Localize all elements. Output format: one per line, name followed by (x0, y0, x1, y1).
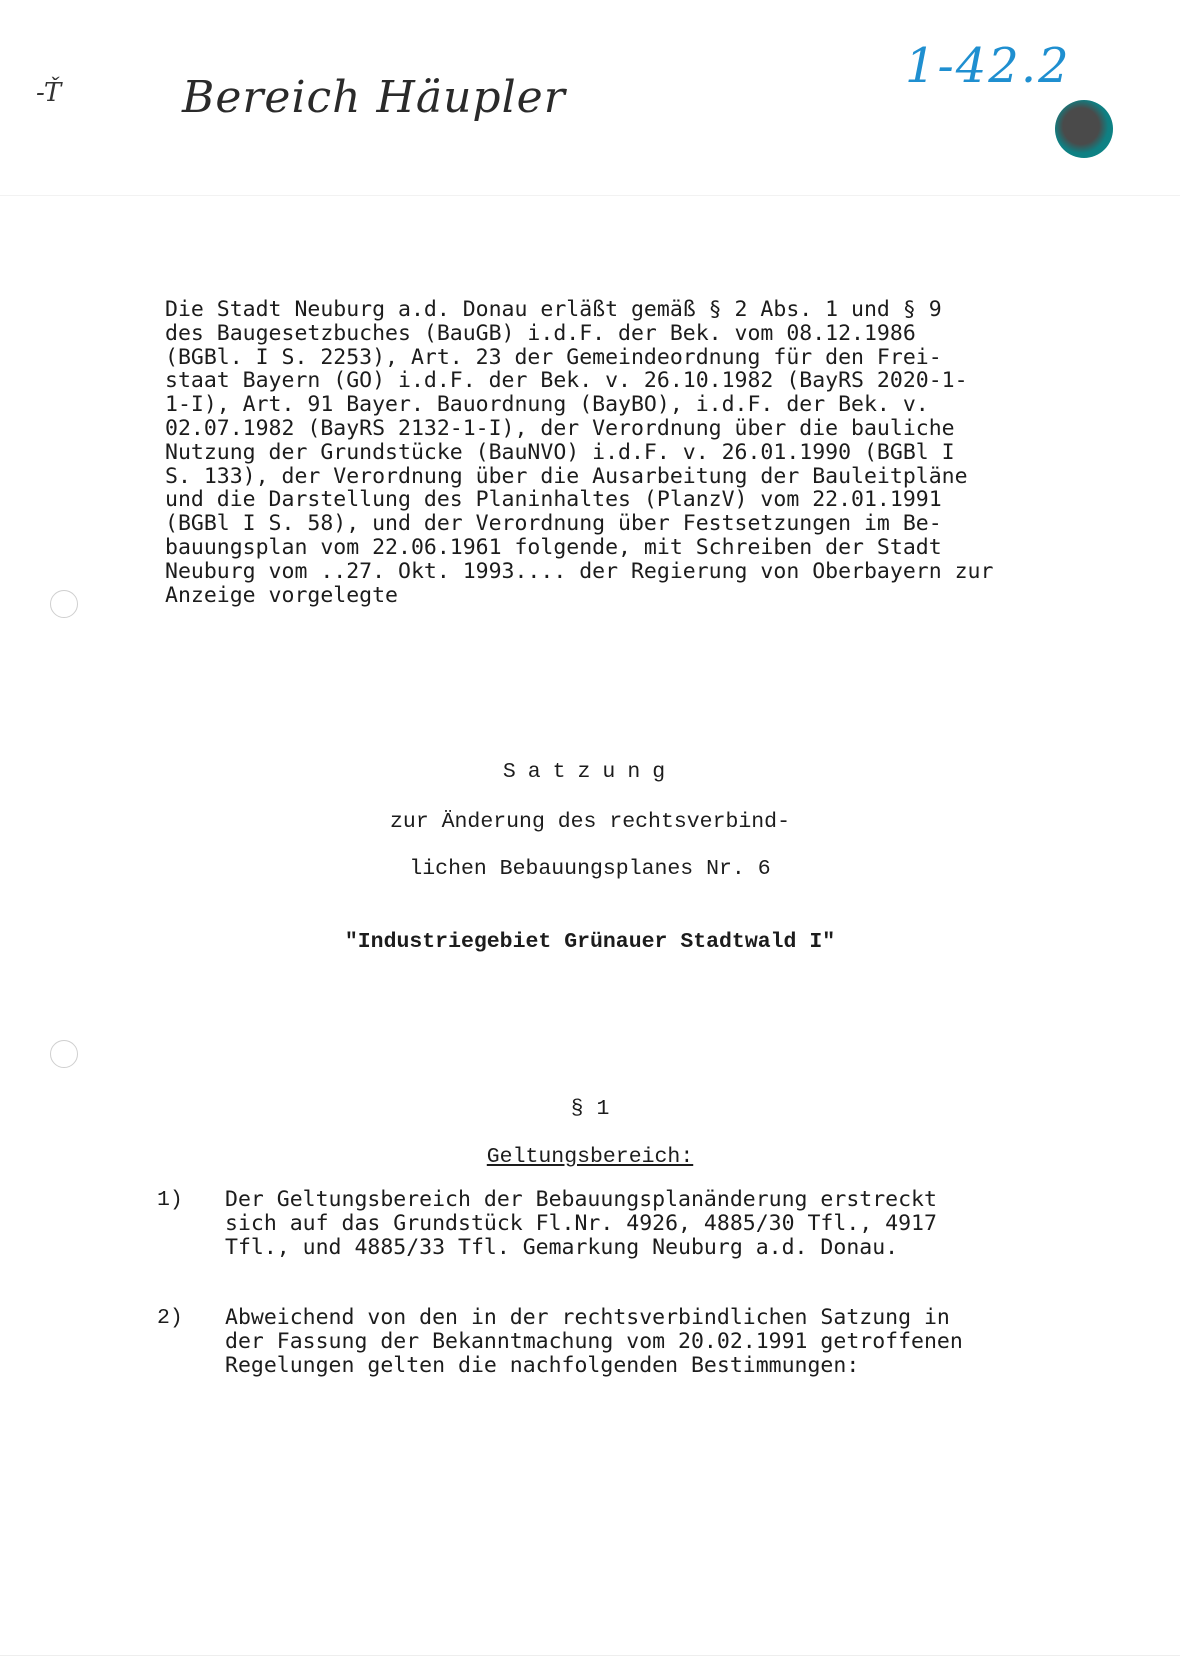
document-subtitle-line2: lichen Bebauungsplanes Nr. 6 (409, 857, 771, 881)
list-item-number: 1) (157, 1188, 183, 1212)
list-item (157, 1188, 1057, 1268)
list-item-text: Der Geltungsbereich der Bebauungsplanänderung erstreckt sich auf das Grundstück Fl.Nr. 4926, 4885/30 Tfl., 4917 Tfl., und 4885/33 Tfl. Gemarkung Neuburg a.d. Donau. (225, 1187, 937, 1260)
document-title: Satzung (502, 760, 678, 784)
intro-paragraph: Die Stadt Neuburg a.d. Donau erläßt gemäß § 2 Abs. 1 und § 9 des Baugesetzbuches (BauGB) i.d.F. der Bek. vom 08.12.1986 (BGBl. I S. 2253), Art. 23 der Gemeindeordnung für den Frei- staat Bayern (GO) i.d.F. der Bek. v. 26.10.1982 (BayRS 2020-1- 1-I), Art. 91 Bayer. Bauordnung (BayBO), i.d.F. der Bek. v. 02.07.1982 (BayRS 2132-1-I), der Verordnung über die bauliche Nutzung der Grundstücke (BauNVO) i.d.F. v. 26.01.1990 (BGBl I S. 133), der Verordnung über die Ausarbeitung der Bauleitpläne und die Darstellung des Planinhaltes (PlanzV) vom 22.01.1991 (BGBl I S. 58), und der Verordnung über Festsetzungen im Be- bauungsplan vom 22.06.1961 folgende, mit Schreiben der Stadt Neuburg vom ..27. Okt. 1993.... der Regierung von Oberbayern zur Anzeige vorgelegte (165, 297, 994, 608)
list-item (157, 1306, 1057, 1386)
punch-hole-top (50, 590, 78, 618)
scan-edge-line (0, 1655, 1180, 1656)
handwritten-reference-number: 1-42.2 (905, 38, 1071, 94)
document-subtitle-line1: zur Änderung des rechtsverbind- (390, 810, 790, 834)
scan-artifact-line (0, 195, 1180, 196)
list-item-number: 2) (157, 1306, 183, 1330)
punch-hole-bottom (50, 1040, 78, 1068)
paragraph-number: § 1 (570, 1097, 610, 1121)
handwritten-margin-note: Bereich Häupler (182, 72, 566, 123)
colored-marker-dot (1055, 100, 1113, 158)
project-name: "Industriegebiet Grünauer Stadtwald I" (344, 930, 836, 954)
list-item-text: Abweichend von den in der rechtsverbindlichen Satzung in der Fassung der Bekanntmachung vom 20.02.1991 getroffenen Regelungen gelten die nachfolgenden Bestimmungen: (225, 1305, 963, 1378)
section-title: Geltungsbereich: (486, 1145, 694, 1169)
margin-mark: -Ť (36, 78, 62, 108)
